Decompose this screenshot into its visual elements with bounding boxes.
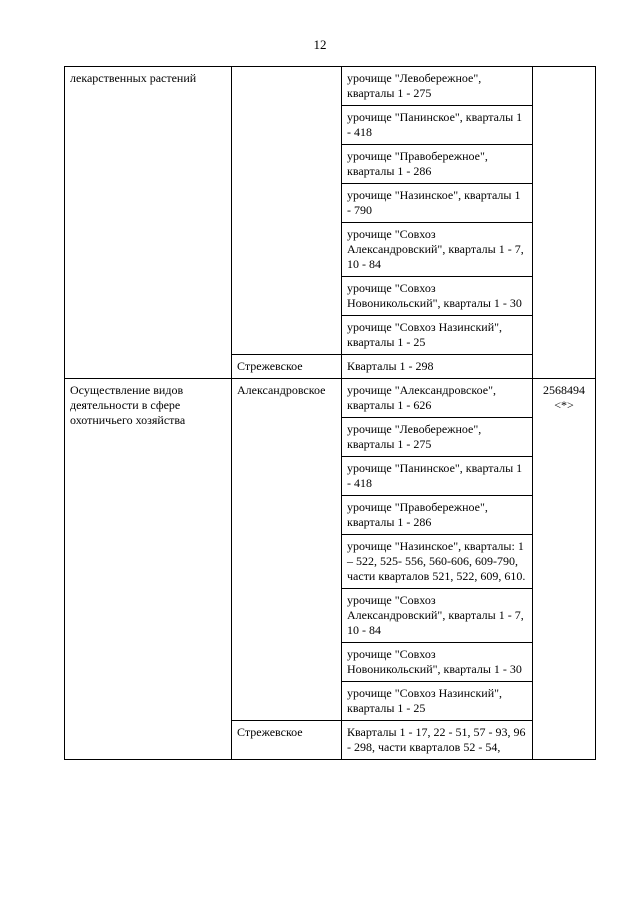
location-cell: урочище "Совхоз Новоникольский", кварталы 1 - 30	[342, 643, 533, 682]
area-cell	[533, 67, 596, 379]
location-cell: урочище "Правобережное", кварталы 1 - 286	[342, 145, 533, 184]
location-cell: урочище "Панинское", кварталы 1 - 418	[342, 106, 533, 145]
area-cell: 2568494 <*>	[533, 379, 596, 760]
location-cell: Кварталы 1 - 298	[342, 355, 533, 379]
location-cell: урочище "Левобережное", кварталы 1 - 275	[342, 418, 533, 457]
activity-cell: Осуществление видов деятельности в сфере охотничьего хозяйства	[65, 379, 232, 760]
forestry-table	[64, 66, 596, 760]
forestry-cell: Стрежевское	[232, 355, 342, 379]
location-cell: урочище "Правобережное", кварталы 1 - 286	[342, 496, 533, 535]
location-cell: урочище "Панинское", кварталы 1 - 418	[342, 457, 533, 496]
table-row	[65, 67, 596, 106]
forestry-cell	[232, 67, 342, 355]
location-cell: Кварталы 1 - 17, 22 - 51, 57 - 93, 96 - 298, части кварталов 52 - 54,	[342, 721, 533, 760]
page-number: 12	[313, 37, 327, 52]
location-cell: урочище "Совхоз Александровский", кварталы 1 - 7, 10 - 84	[342, 589, 533, 643]
activity-cell: лекарственных растений	[65, 67, 232, 379]
table-row	[65, 379, 596, 418]
location-cell: урочище "Совхоз Назинский", кварталы 1 - 25	[342, 316, 533, 355]
forestry-cell: Александровское	[232, 379, 342, 721]
location-cell: урочище "Назинское", кварталы 1 - 790	[342, 184, 533, 223]
location-cell: урочище "Совхоз Александровский", кварталы 1 - 7, 10 - 84	[342, 223, 533, 277]
location-cell: урочище "Левобережное", кварталы 1 - 275	[342, 67, 533, 106]
location-cell: урочище "Совхоз Назинский", кварталы 1 - 25	[342, 682, 533, 721]
location-cell: урочище "Совхоз Новоникольский", кварталы 1 - 30	[342, 277, 533, 316]
forestry-cell: Стрежевское	[232, 721, 342, 760]
location-cell: урочище "Александровское", кварталы 1 - 626	[342, 379, 533, 418]
location-cell: урочище "Назинское", кварталы: 1 – 522, 525- 556, 560-606, 609-790, части кварталов 521, 522, 609, 610.	[342, 535, 533, 589]
